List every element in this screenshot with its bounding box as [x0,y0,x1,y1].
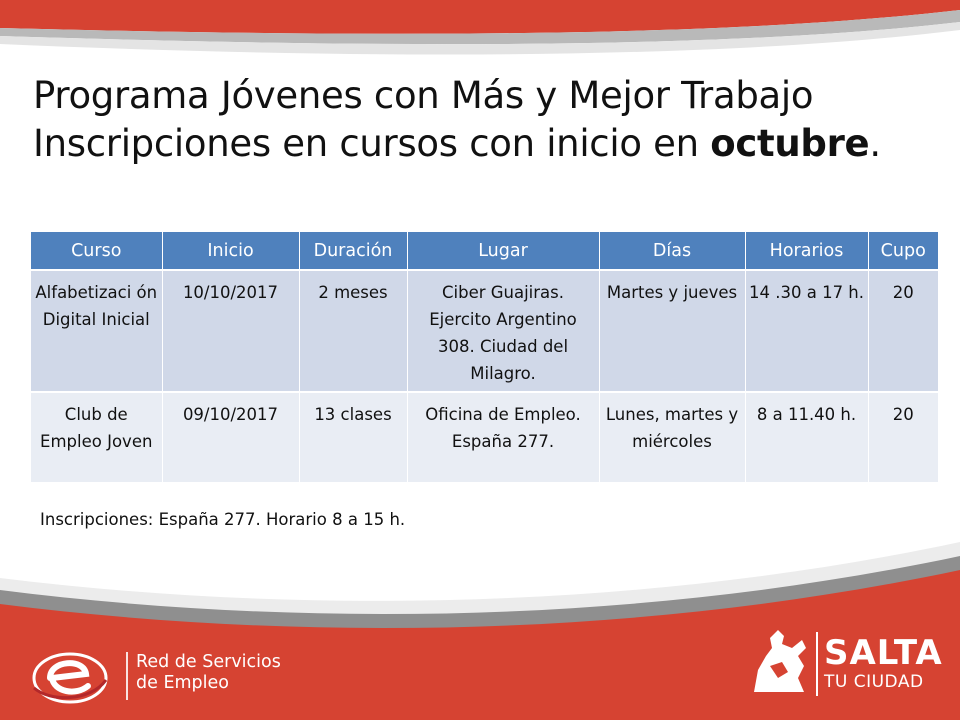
top-wave-decoration [0,0,960,80]
red-servicios-line-1: Red de Servicios [136,652,281,672]
table-row [31,392,938,482]
cell-inicio: 09/10/2017 [162,392,299,482]
page-title [33,72,933,168]
header-curso: Curso [31,232,162,270]
cell-curso: Alfabetizaci ón Digital Inicial [31,270,162,392]
cell-lugar: Ciber Guajiras. Ejercito Argentino 308. Ciudad del Milagro. [407,270,599,392]
e-logo-icon [30,644,110,706]
cell-dias: Lunes, martes y miércoles [599,392,745,482]
salta-logo [824,633,943,692]
title-line-2-prefix: Inscripciones en cursos con inicio en [33,122,711,165]
cell-cupo: 20 [868,392,938,482]
title-line-2-suffix: . [869,122,881,165]
title-line-1: Programa Jóvenes con Más y Mejor Trabajo [33,74,814,117]
courses-table [31,232,938,482]
header-dias: Días [599,232,745,270]
header-inicio: Inicio [162,232,299,270]
salta-emblem-icon [748,626,810,696]
header-lugar: Lugar [407,232,599,270]
cell-lugar: Oficina de Empleo. España 277. [407,392,599,482]
salta-name: SALTA [824,633,943,673]
cell-duracion: 2 meses [299,270,407,392]
cell-horarios: 8 a 11.40 h. [745,392,868,482]
registration-note: Inscripciones: España 277. Horario 8 a 15 h. [40,510,406,529]
header-duracion: Duración [299,232,407,270]
red-servicios-empleo-logo [126,652,346,700]
header-cupo: Cupo [868,232,938,270]
table-row [31,270,938,392]
cell-curso: Club de Empleo Joven [31,392,162,482]
cell-inicio: 10/10/2017 [162,270,299,392]
salta-divider [816,632,818,696]
salta-tagline: TU CIUDAD [824,672,924,692]
red-servicios-line-2: de Empleo [136,673,229,693]
cell-cupo: 20 [868,270,938,392]
cell-horarios: 14 .30 a 17 h. [745,270,868,392]
cell-dias: Martes y jueves [599,270,745,392]
cell-duracion: 13 clases [299,392,407,482]
title-line-2-bold: octubre [710,122,870,165]
header-horarios: Horarios [745,232,868,270]
table-header-row [31,232,938,270]
